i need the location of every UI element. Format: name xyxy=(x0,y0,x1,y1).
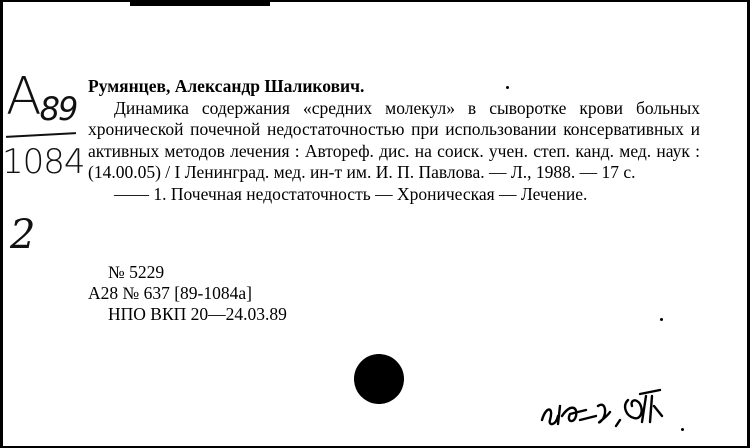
card-border-left xyxy=(0,0,3,448)
shelfmark-line1 xyxy=(6,67,77,134)
registration-records xyxy=(88,262,287,325)
entry-author: Румянцев, Александр Шаликович. xyxy=(88,76,365,96)
card-border-notch xyxy=(130,0,270,6)
entry-body: Динамика содержания «средних молекул» в сыворотке крови больных хронической почечной недостаточностью при использовании консервативных и активных методов лечения : Автореф. дис. на соиск. учен. степ. канд. мед. наук : (14.00.05) / I Ленинград. мед. ин-т им. И. П. Павлова. — Л., 1988. — 17 с. xyxy=(88,97,700,182)
handwritten-signature xyxy=(536,376,696,436)
entry-subjects: —— 1. Почечная недостаточность — Хроническая — Лечение. xyxy=(114,183,588,204)
record-number: № 5229 xyxy=(108,262,165,282)
shelfmark-letter: А xyxy=(6,67,40,127)
bibliographic-entry xyxy=(88,76,700,205)
shelfmark-number: 89 xyxy=(39,90,77,128)
shelfmark-copy-mark: 2 xyxy=(10,212,36,258)
card-border-top xyxy=(0,0,750,2)
signature-drawing xyxy=(536,376,696,436)
ink-speck xyxy=(660,318,663,321)
record-npo: НПО ВКП 20—24.03.89 xyxy=(108,304,287,324)
ink-speck xyxy=(681,428,684,431)
ink-speck xyxy=(506,86,509,89)
record-accession: А28 № 637 [89-1084а] xyxy=(88,283,252,303)
punch-hole xyxy=(354,354,404,404)
shelfmark-line2: 1084 xyxy=(2,142,85,182)
